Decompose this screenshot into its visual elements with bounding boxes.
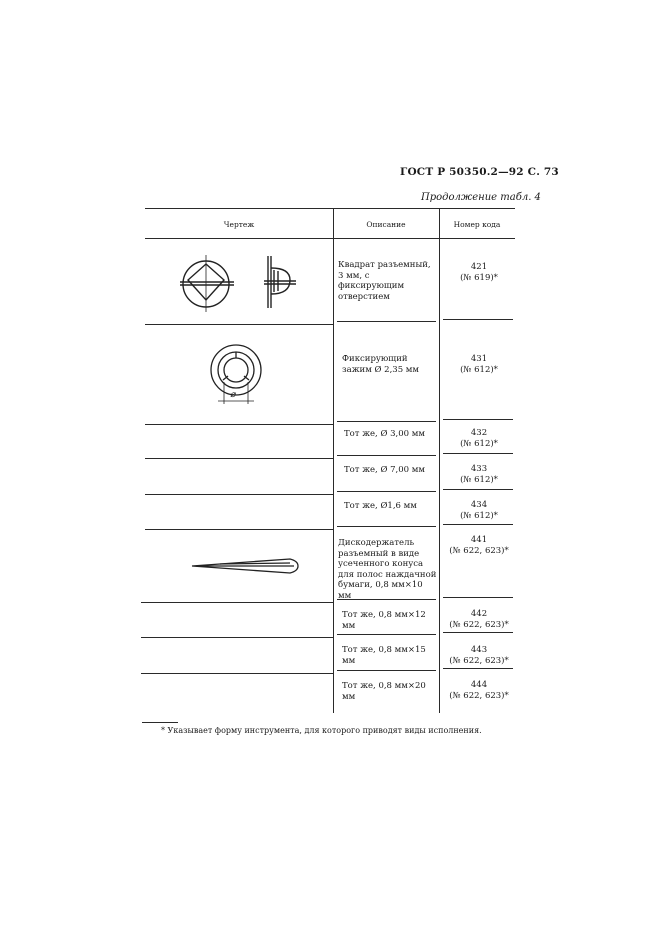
- code-number: 444: [470, 680, 488, 690]
- row-rule-description: [337, 634, 436, 635]
- row-description: Тот же, 0,8 мм×12 мм: [342, 610, 426, 631]
- row-rule-code: [443, 668, 513, 669]
- row-rule-code: [443, 524, 513, 525]
- row-rule-code: [443, 597, 513, 598]
- code-number: 421: [470, 262, 488, 272]
- row-code: [441, 645, 517, 666]
- row-rule-description: [337, 491, 436, 492]
- code-number: 442: [470, 609, 488, 619]
- row-code: [441, 500, 517, 521]
- row-rule-drawing: [145, 494, 333, 495]
- code-reference: (№ 622, 623)*: [449, 545, 509, 556]
- row-description: Тот же, Ø 3,00 мм: [344, 429, 425, 439]
- document-number: ГОСТ Р 50350.2—92 С. 73: [400, 166, 559, 178]
- column-header-description: Описание: [366, 220, 406, 229]
- table-header-rule: [145, 238, 515, 239]
- row-description: Фиксирующий зажим Ø 2,35 мм: [342, 354, 420, 375]
- row-rule-code: [443, 453, 513, 454]
- code-number: 443: [470, 645, 488, 655]
- row-code: [441, 354, 517, 375]
- column-header-code: Номер кода: [453, 220, 501, 229]
- row-rule-drawing: [145, 529, 333, 530]
- row-rule-code: [443, 319, 513, 320]
- row-description: Тот же, 0,8 мм×20 мм: [342, 681, 426, 702]
- row-code: [441, 680, 517, 701]
- code-reference: (№ 612)*: [460, 474, 498, 485]
- row-code: [441, 464, 517, 485]
- row-rule-description: [337, 321, 436, 322]
- row-description: Квадрат разъемный, 3 мм, с фиксирующим отверстием: [338, 260, 431, 302]
- row-code: [441, 262, 517, 283]
- row-rule-description: [337, 455, 436, 456]
- row-rule-code: [443, 489, 513, 490]
- row-rule-code: [443, 419, 513, 420]
- row-rule-drawing: [145, 324, 333, 325]
- row-rule-drawing: [145, 458, 333, 459]
- column-divider-1: [333, 208, 334, 713]
- disc-holder-drawing: [190, 555, 300, 577]
- row-rule-description: [337, 526, 436, 527]
- row-rule-description: [337, 670, 436, 671]
- row-rule-code: [443, 632, 513, 633]
- row-rule-drawing: [145, 424, 333, 425]
- fixing-clamp-drawing: [200, 340, 280, 420]
- row-rule-drawing: [141, 673, 333, 674]
- row-description: Тот же, 0,8 мм×15 мм: [342, 645, 426, 666]
- split-square-drawing: [170, 250, 300, 320]
- row-rule-drawing: [141, 602, 333, 603]
- code-reference: (№ 612)*: [460, 364, 498, 375]
- code-number: 433: [470, 464, 488, 474]
- code-reference: (№ 622, 623)*: [449, 690, 509, 701]
- code-reference: (№ 622, 623)*: [449, 655, 509, 666]
- row-code: [441, 535, 517, 556]
- footnote: * Указывает форму инструмента, для которого приводят виды исполнения.: [161, 726, 482, 735]
- row-description: Тот же, Ø1,6 мм: [344, 501, 417, 511]
- table-top-rule: [145, 208, 515, 209]
- diameter-symbol: ⌀: [230, 390, 236, 400]
- row-code: [441, 428, 517, 449]
- code-reference: (№ 622, 623)*: [449, 619, 509, 630]
- code-reference: (№ 612)*: [460, 438, 498, 449]
- code-number: 434: [470, 500, 488, 510]
- column-divider-2: [439, 208, 440, 713]
- footnote-rule: [142, 722, 178, 723]
- code-number: 432: [470, 428, 488, 438]
- row-description: Тот же, Ø 7,00 мм: [344, 465, 425, 475]
- row-rule-drawing: [141, 637, 333, 638]
- row-code: [441, 609, 517, 630]
- code-reference: (№ 619)*: [460, 272, 498, 283]
- code-number: 431: [470, 354, 488, 364]
- code-reference: (№ 612)*: [460, 510, 498, 521]
- column-header-drawing: Чертеж: [223, 220, 255, 229]
- row-rule-description: [337, 421, 436, 422]
- code-number: 441: [470, 535, 488, 545]
- table-continuation-label: Продолжение табл. 4: [421, 192, 541, 203]
- row-description: Дискодержатель разъемный в виде усеченного конуса для полос наждачной бумаги, 0,8 мм×10 мм: [338, 538, 437, 601]
